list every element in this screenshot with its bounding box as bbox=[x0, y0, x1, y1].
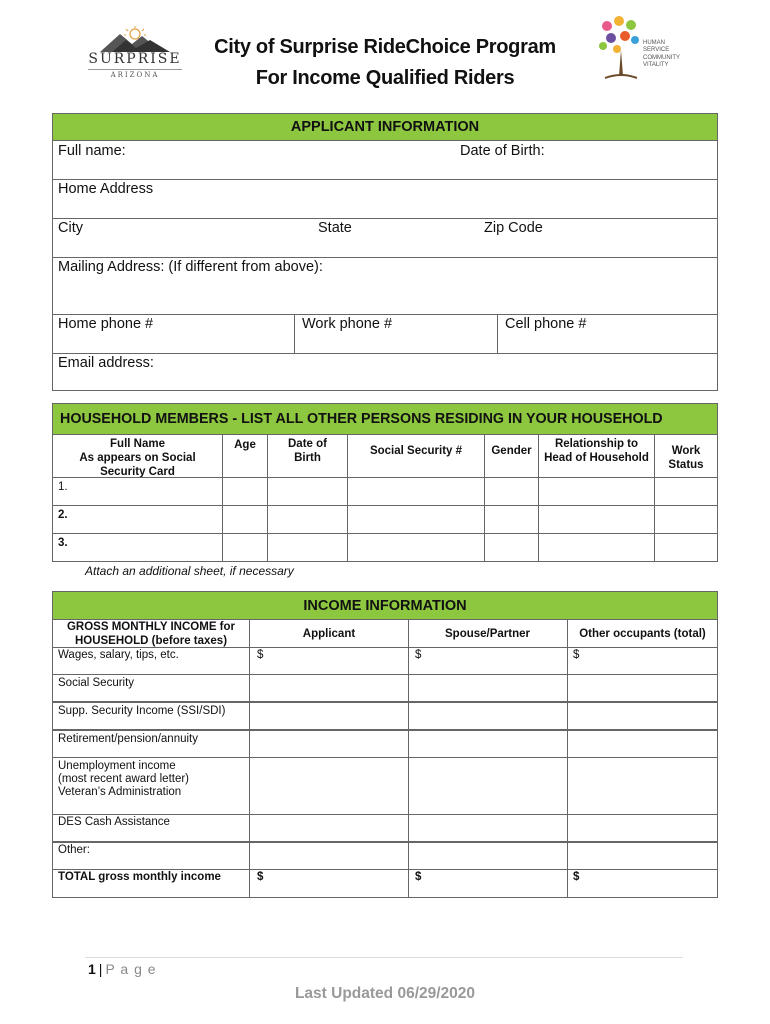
hs-logo-line3: COMMUNITY bbox=[643, 55, 680, 61]
household-row-cell[interactable] bbox=[538, 477, 655, 506]
household-row-cell[interactable] bbox=[267, 533, 348, 562]
col-gender: Gender bbox=[491, 445, 532, 457]
household-row-name-cell[interactable] bbox=[52, 505, 223, 534]
household-row-number: 1. bbox=[58, 481, 68, 493]
col-other-occupants: Other occupants (total) bbox=[579, 628, 706, 640]
income-value-cell[interactable] bbox=[408, 730, 568, 758]
surprise-logo bbox=[80, 26, 190, 82]
total-applicant-dollar[interactable]: $ bbox=[257, 871, 264, 883]
household-row-number: 3. bbox=[58, 537, 68, 549]
hs-logo-line1: HUMAN bbox=[643, 40, 665, 46]
col-age: Age bbox=[234, 439, 256, 451]
col-relationship: Relationship to Head of Household bbox=[544, 438, 649, 464]
income-value-cell[interactable] bbox=[249, 814, 409, 842]
footer-rule bbox=[85, 957, 683, 958]
household-row-cell[interactable] bbox=[538, 505, 655, 534]
income-value-cell[interactable] bbox=[567, 814, 718, 842]
row-fullname bbox=[52, 140, 718, 180]
income-value-cell[interactable] bbox=[249, 702, 409, 730]
income-value-cell[interactable] bbox=[249, 842, 409, 870]
household-row-cell[interactable] bbox=[484, 505, 539, 534]
income-value-cell[interactable] bbox=[408, 842, 568, 870]
household-row-cell[interactable] bbox=[222, 505, 268, 534]
total-other-dollar[interactable]: $ bbox=[573, 871, 580, 883]
col-ssn: Social Security # bbox=[369, 445, 463, 457]
cell-phone-field[interactable]: Cell phone # bbox=[505, 316, 587, 332]
income-value-cell[interactable] bbox=[567, 674, 718, 702]
income-value-cell[interactable] bbox=[408, 869, 568, 898]
household-row-cell[interactable] bbox=[347, 533, 485, 562]
household-row-cell[interactable] bbox=[654, 505, 718, 534]
hs-logo-line4: VITALITY bbox=[643, 62, 669, 68]
income-value-cell[interactable] bbox=[567, 702, 718, 730]
city-field[interactable]: City bbox=[58, 220, 83, 236]
email-field[interactable]: Email address: bbox=[58, 355, 154, 371]
col-dob: Date of Birth bbox=[288, 438, 327, 464]
household-heading-text: HOUSEHOLD MEMBERS - LIST ALL OTHER PERSONS RESIDING IN YOUR HOUSEHOLD bbox=[60, 411, 663, 427]
mountain-sun-icon bbox=[80, 26, 190, 52]
income-col0-header: GROSS MONTHLY INCOME for HOUSEHOLD (before taxes) bbox=[66, 621, 236, 647]
zip-field[interactable]: Zip Code bbox=[484, 220, 543, 236]
applicant-heading-text: APPLICANT INFORMATION bbox=[290, 119, 480, 135]
income-value-cell[interactable] bbox=[408, 757, 568, 815]
income-value-cell[interactable] bbox=[249, 674, 409, 702]
household-row-cell[interactable] bbox=[484, 477, 539, 506]
home-phone-field[interactable]: Home phone # bbox=[58, 316, 154, 332]
household-row-cell[interactable] bbox=[267, 505, 348, 534]
household-heading bbox=[52, 403, 718, 435]
household-row-number: 2. bbox=[58, 509, 68, 521]
household-row-cell[interactable] bbox=[222, 533, 268, 562]
household-row-name-cell[interactable] bbox=[52, 477, 223, 506]
income-value-cell[interactable] bbox=[567, 842, 718, 870]
income-value-cell[interactable] bbox=[408, 702, 568, 730]
home-address-field[interactable]: Home Address bbox=[58, 181, 154, 197]
income-value-cell[interactable] bbox=[567, 730, 718, 758]
household-row-cell[interactable] bbox=[654, 533, 718, 562]
income-value-cell[interactable] bbox=[567, 647, 718, 675]
hs-logo-line2: SERVICE bbox=[643, 47, 670, 53]
household-row-cell[interactable] bbox=[267, 477, 348, 506]
income-value-cell[interactable] bbox=[249, 869, 409, 898]
col-full-name: Full Name As appears on Social Security Card bbox=[79, 438, 196, 478]
income-value-cell[interactable] bbox=[408, 814, 568, 842]
income-row-des: DES Cash Assistance bbox=[58, 816, 170, 828]
household-row-cell[interactable] bbox=[654, 477, 718, 506]
page-title bbox=[190, 32, 580, 94]
income-row-retirement: Retirement/pension/annuity bbox=[58, 733, 198, 745]
household-row-cell[interactable] bbox=[484, 533, 539, 562]
row-city bbox=[52, 218, 718, 258]
household-note: Attach an additional sheet, if necessary bbox=[85, 564, 294, 578]
mailing-address-field[interactable]: Mailing Address: (If different from above): bbox=[58, 259, 323, 275]
state-field[interactable]: State bbox=[318, 220, 352, 236]
income-row-other: Other: bbox=[58, 844, 90, 856]
income-heading-text: INCOME INFORMATION bbox=[303, 598, 467, 614]
household-row-cell[interactable] bbox=[538, 533, 655, 562]
wages-spouse-dollar[interactable]: $ bbox=[415, 649, 422, 661]
income-row-total: TOTAL gross monthly income bbox=[58, 871, 221, 883]
col-spouse: Spouse/Partner bbox=[445, 628, 530, 640]
work-phone-field[interactable]: Work phone # bbox=[302, 316, 393, 332]
wages-applicant-dollar[interactable]: $ bbox=[257, 649, 264, 661]
title-line1: City of Surprise RideChoice Program bbox=[214, 36, 556, 58]
tree-icon bbox=[597, 14, 645, 84]
income-heading bbox=[52, 591, 718, 620]
income-row-ss: Social Security bbox=[58, 677, 135, 689]
full-name-field[interactable]: Full name: bbox=[58, 143, 126, 159]
household-row-cell[interactable] bbox=[347, 505, 485, 534]
human-service-logo bbox=[597, 14, 687, 84]
title-line2: For Income Qualified Riders bbox=[255, 67, 515, 89]
income-value-cell[interactable] bbox=[408, 674, 568, 702]
income-value-cell[interactable] bbox=[567, 869, 718, 898]
income-value-cell[interactable] bbox=[249, 730, 409, 758]
household-row-name-cell[interactable] bbox=[52, 533, 223, 562]
income-row-ssi: Supp. Security Income (SSI/SDI) bbox=[58, 705, 226, 717]
income-value-cell[interactable] bbox=[249, 647, 409, 675]
dob-field[interactable]: Date of Birth: bbox=[460, 143, 545, 159]
income-value-cell[interactable] bbox=[567, 757, 718, 815]
last-updated: Last Updated 06/29/2020 bbox=[294, 985, 476, 1002]
total-spouse-dollar[interactable]: $ bbox=[415, 871, 422, 883]
wages-other-dollar[interactable]: $ bbox=[573, 649, 580, 661]
col-applicant: Applicant bbox=[302, 628, 356, 640]
page-number: 1 | P a g e bbox=[88, 961, 157, 977]
applicant-heading bbox=[52, 113, 718, 141]
surprise-logo-sub: ARIZONA bbox=[110, 71, 160, 79]
income-value-cell[interactable] bbox=[408, 647, 568, 675]
household-row-cell[interactable] bbox=[347, 477, 485, 506]
income-row-wages: Wages, salary, tips, etc. bbox=[58, 649, 179, 661]
household-row-cell[interactable] bbox=[222, 477, 268, 506]
col-work-status: Work Status bbox=[668, 445, 704, 471]
income-value-cell[interactable] bbox=[249, 757, 409, 815]
surprise-logo-name: SURPRISE bbox=[88, 51, 182, 67]
income-row-unemployment: Unemployment income (most recent award letter) Veteran’s Administration bbox=[58, 760, 190, 798]
